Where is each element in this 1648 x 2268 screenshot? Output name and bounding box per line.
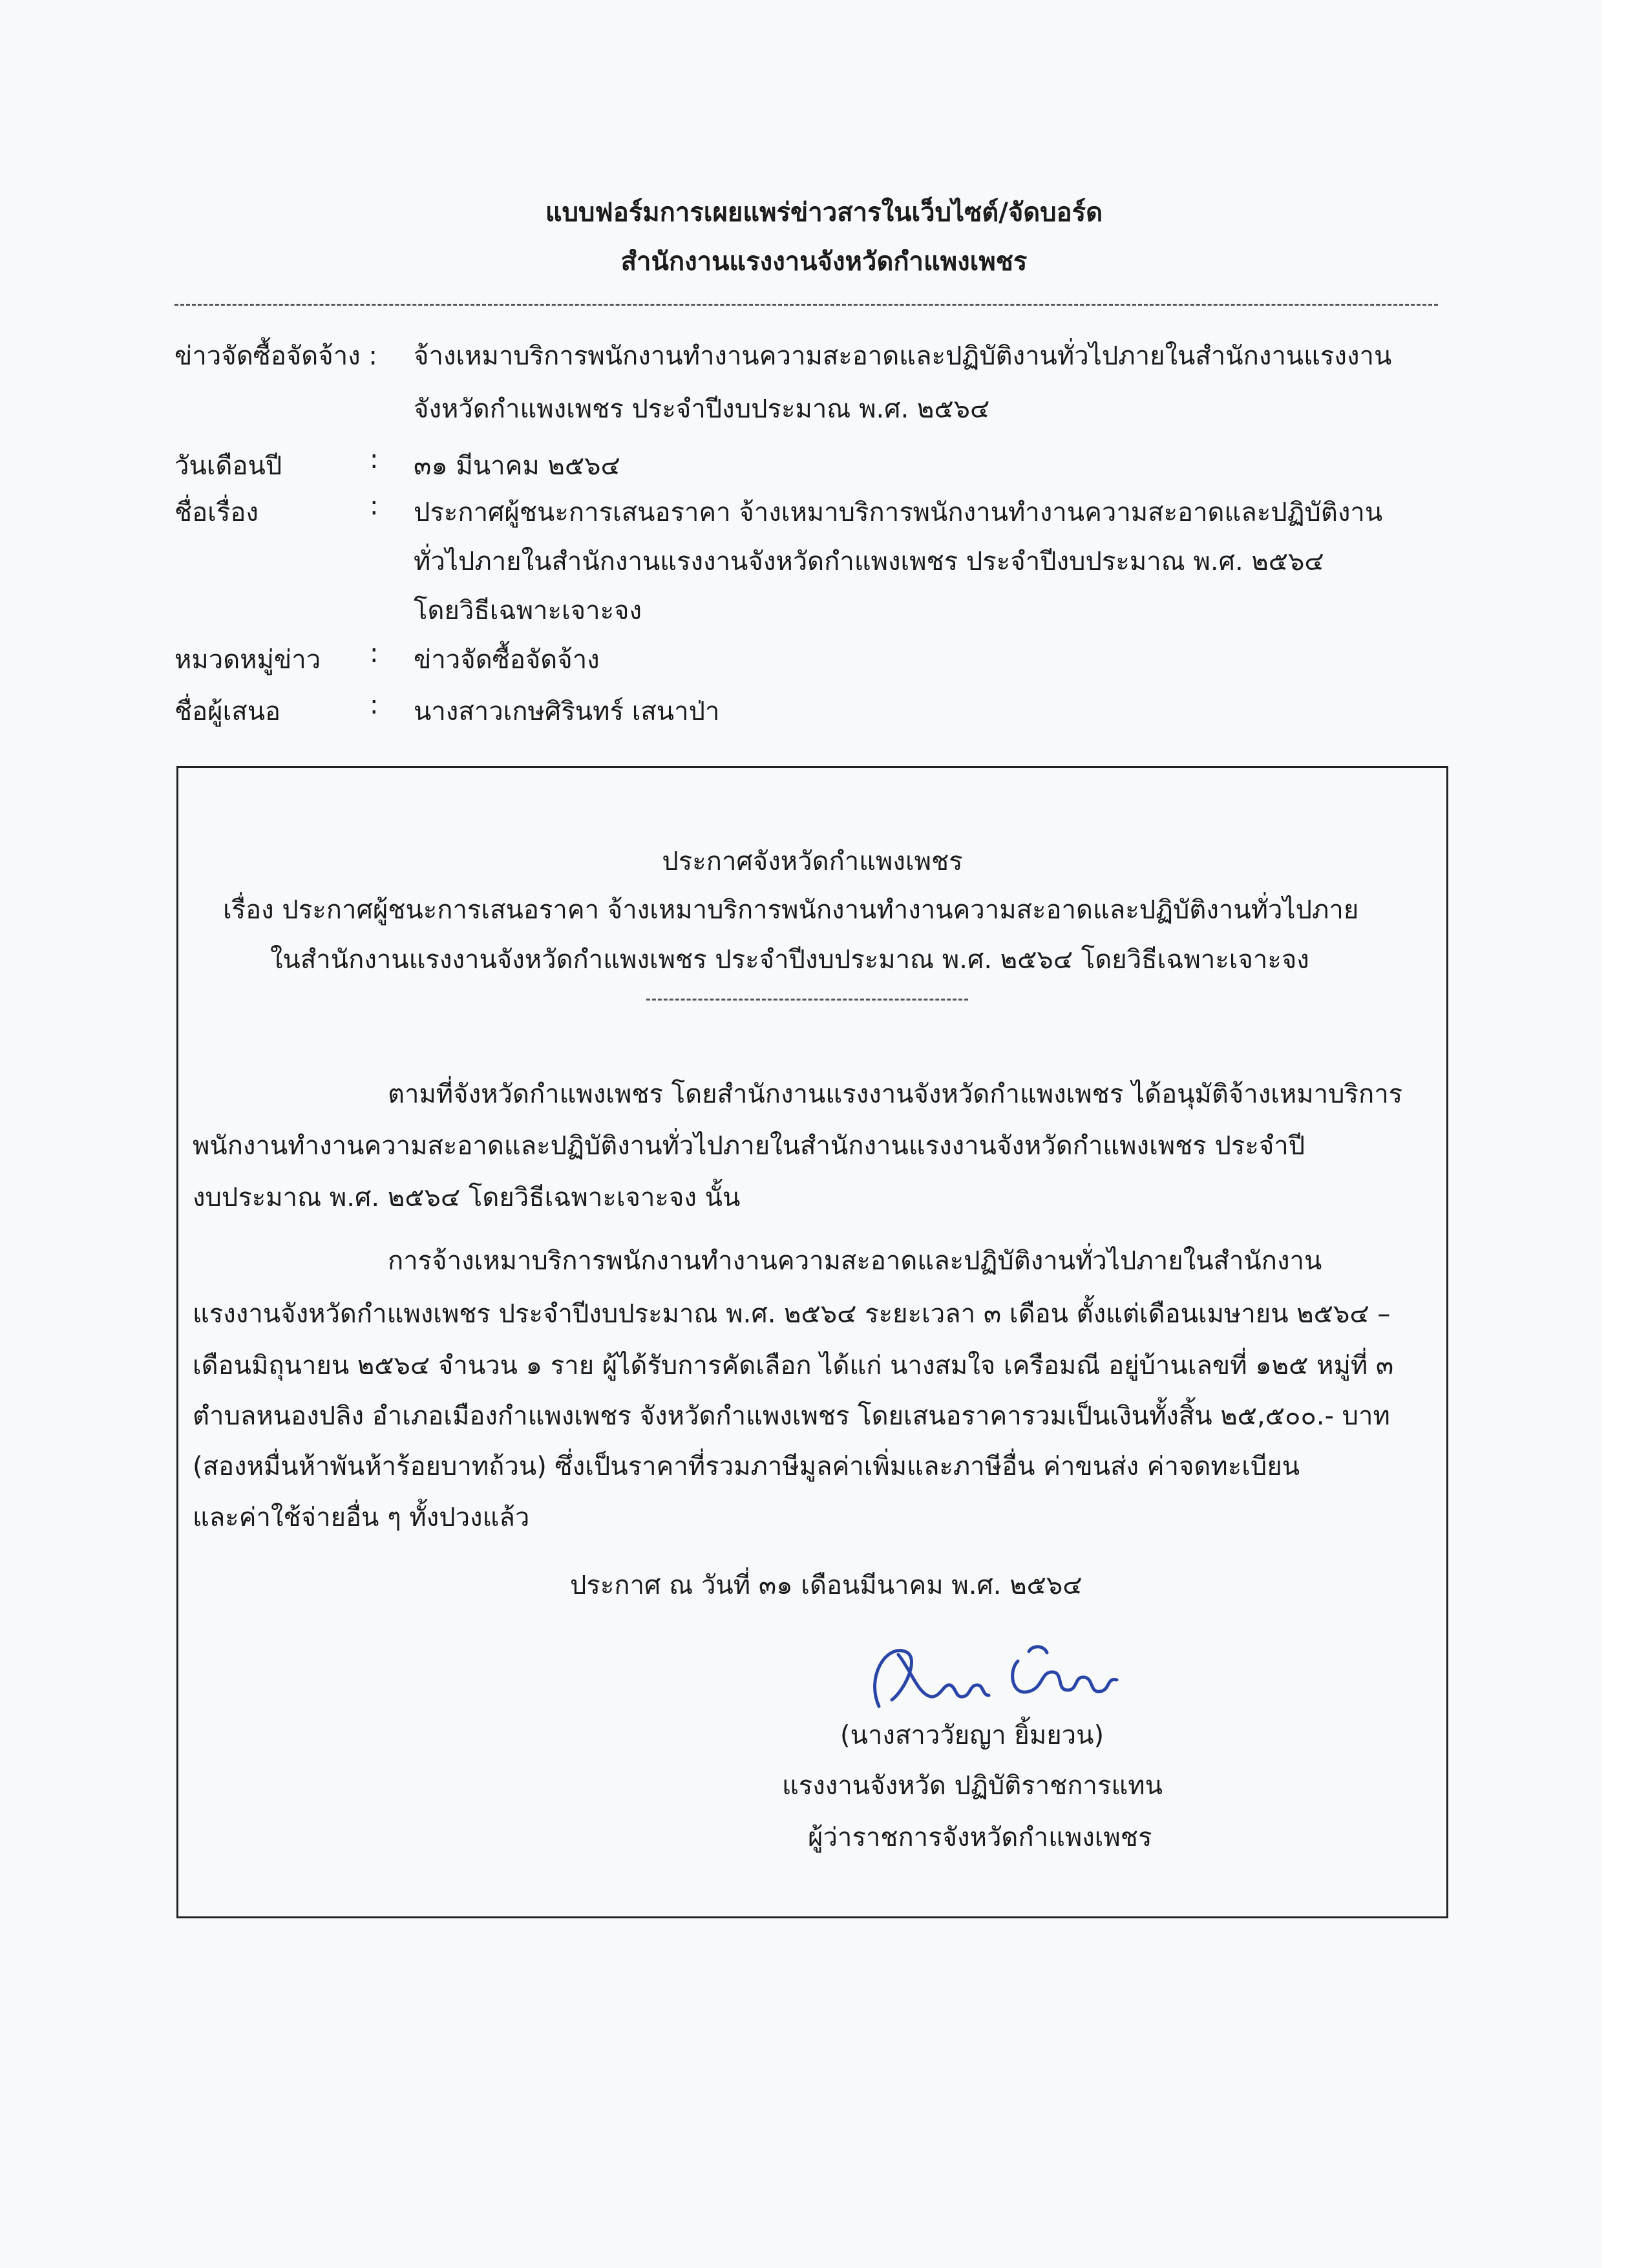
- subject-value-line2: ทั่วไปภายในสำนักงานแรงงานจังหวัดกำแพงเพชร ประจำปีงบประมาณ พ.ศ. ๒๕๖๔: [414, 547, 1324, 577]
- signer-position-line1: แรงงานจังหวัด ปฏิบัติราชการแทน: [782, 1771, 1163, 1801]
- news-type-value-line1: จ้างเหมาบริการพนักงานทำงานความสะอาดและปฏิบัติงานทั่วไปภายในสำนักงานแรงงาน: [414, 341, 1392, 371]
- proposer-value: นางสาวเกษศิรินทร์ เสนาป่า: [414, 697, 720, 726]
- signature-stroke: [860, 1626, 1131, 1722]
- announcement-date: ประกาศ ณ วันที่ ๓๑ เดือนมีนาคม พ.ศ. ๒๕๖๔: [570, 1571, 1083, 1600]
- date-colon: :: [370, 445, 379, 474]
- form-title: แบบฟอร์มการเผยแพร่ข่าวสารในเว็บไซต์/จัดบอร์ด: [545, 198, 1103, 228]
- announcement-subject-line2: ในสำนักงานแรงงานจังหวัดกำแพงเพชร ประจำปีงบประมาณ พ.ศ. ๒๕๖๔ โดยวิธีเฉพาะเจาะจง: [270, 945, 1309, 975]
- paragraph2-line1: การจ้างเหมาบริการพนักงานทำงานความสะอาดและปฏิบัติงานทั่วไปภายในสำนักงาน: [388, 1246, 1322, 1276]
- header-divider: [174, 304, 1438, 306]
- page-edge: [1601, 0, 1648, 2268]
- handwritten-signature: [860, 1626, 1131, 1722]
- signer-position-line2: ผู้ว่าราชการจังหวัดกำแพงเพชร: [808, 1823, 1152, 1852]
- date-value: ๓๑ มีนาคม ๒๕๖๔: [414, 451, 620, 481]
- paragraph2-line4: ตำบลหนองปลิง อำเภอเมืองกำแพงเพชร จังหวัดกำแพงเพชร โดยเสนอราคารวมเป็นเงินทั้งสิ้น ๒๕,๕๐๐.- บาท: [193, 1401, 1390, 1431]
- category-value: ข่าวจัดซื้อจัดจ้าง: [414, 645, 600, 675]
- subject-colon: :: [370, 491, 379, 521]
- proposer-colon: :: [370, 690, 379, 720]
- paragraph2-line3: เดือนมิถุนายน ๒๕๖๔ จำนวน ๑ ราย ผู้ได้รับการคัดเลือก ได้แก่ นางสมใจ เครือมณี อยู่บ้านเลขที่ ๑๒๕ หมู่ที่ ๓: [193, 1351, 1394, 1381]
- subject-label: ชื่อเรื่อง: [174, 498, 259, 527]
- paragraph1-line2: พนักงานทำงานความสะอาดและปฏิบัติงานทั่วไปภายในสำนักงานแรงงานจังหวัดกำแพงเพชร ประจำปี: [193, 1131, 1305, 1161]
- news-type-value-line2: จังหวัดกำแพงเพชร ประจำปีงบประมาณ พ.ศ. ๒๕๖๔: [414, 394, 990, 424]
- signer-name: (นางสาววัยญา ยิ้มยวน): [840, 1721, 1104, 1750]
- paragraph2-line5: (สองหมื่นห้าพันห้าร้อยบาทถ้วน) ซึ่งเป็นราคาที่รวมภาษีมูลค่าเพิ่มและภาษีอื่น ค่าขนส่ง ค่าจดทะเบียน: [193, 1452, 1300, 1481]
- announcement-subject-line1: เรื่อง ประกาศผู้ชนะการเสนอราคา จ้างเหมาบริการพนักงานทำงานความสะอาดและปฏิบัติงานทั่วไปภาย: [223, 895, 1359, 925]
- announcement-heading: ประกาศจังหวัดกำแพงเพชร: [662, 847, 963, 876]
- announcement-divider: [646, 999, 968, 1001]
- category-colon: :: [370, 639, 379, 668]
- category-label: หมวดหมู่ข่าว: [174, 645, 321, 675]
- paragraph1-line3: งบประมาณ พ.ศ. ๒๕๖๔ โดยวิธีเฉพาะเจาะจง นั้น: [193, 1183, 741, 1213]
- date-label: วันเดือนปี: [174, 451, 282, 481]
- subject-value-line1: ประกาศผู้ชนะการเสนอราคา จ้างเหมาบริการพนักงานทำงานความสะอาดและปฏิบัติงาน: [414, 498, 1383, 527]
- paragraph2-line6: และค่าใช้จ่ายอื่น ๆ ทั้งปวงแล้ว: [193, 1503, 530, 1532]
- paragraph1-line1: ตามที่จังหวัดกำแพงเพชร โดยสำนักงานแรงงานจังหวัดกำแพงเพชร ได้อนุมัติจ้างเหมาบริการ: [388, 1079, 1403, 1109]
- office-name: สำนักงานแรงงานจังหวัดกำแพงเพชร: [620, 247, 1028, 277]
- subject-value-line3: โดยวิธีเฉพาะเจาะจง: [414, 596, 642, 626]
- proposer-label: ชื่อผู้เสนอ: [174, 697, 281, 726]
- news-type-label: ข่าวจัดซื้อจัดจ้าง :: [174, 341, 377, 371]
- paragraph2-line2: แรงงานจังหวัดกำแพงเพชร ประจำปีงบประมาณ พ.ศ. ๒๕๖๔ ระยะเวลา ๓ เดือน ตั้งแต่เดือนเมษายน ๒๕๖๔ –: [193, 1299, 1391, 1329]
